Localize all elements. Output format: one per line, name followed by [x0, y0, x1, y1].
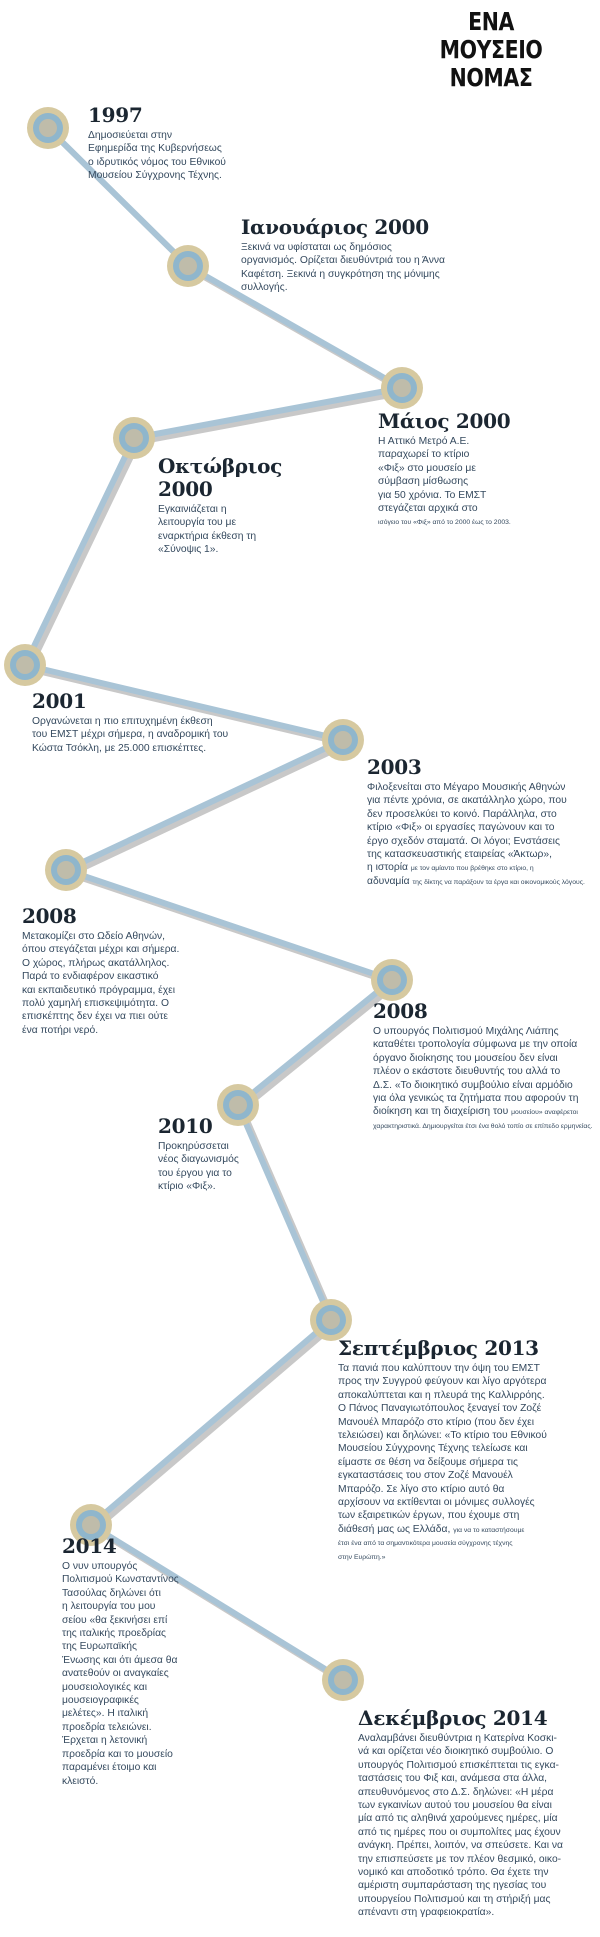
- event-date: 2001: [32, 689, 87, 713]
- event-2001: [32, 690, 292, 755]
- event-text: Μετακομίζει στο Ωδείο Αθηνών, όπου στεγάζεται μέχρι και σήμερα. Ο χώρος, πλήρως ακατάλληλος. Παρά το ενδιαφέρον εικαστικό και εκπαιδευτικό πρόγραμμα, έχει πολύ χαμηλή επισκεψιμότητα. Ο επισκέπτης δεν έχει να πιει ούτε ένα ποτήρι νερό.: [22, 931, 180, 1036]
- event-text: Προκηρύσσεται νέος διαγωνισμός του έργου για το κτίριο «Φιξ».: [158, 1141, 239, 1193]
- event-text: Η Αττικό Μετρό Α.Ε. παραχωρεί το κτίριο «Φιξ» στο μουσείο με σύμβαση μίσθωσης για 50 χρόνια. Το ΕΜΣΤ στεγάζεται αρχικά στο ισόγειο του «Φιξ» από το 2000 έως το 2003.: [378, 436, 511, 527]
- timeline-node-ring: [82, 1516, 100, 1534]
- event-date: 1997: [88, 103, 143, 127]
- title-line: ΕΝΑ: [467, 7, 514, 36]
- timeline-node: [322, 719, 364, 761]
- timeline-segment: [25, 438, 134, 665]
- timeline-node-ring: [39, 119, 57, 137]
- event-date: 2010: [158, 1114, 213, 1138]
- event-date: 2008: [373, 999, 428, 1023]
- timeline-segment-shadow: [29, 442, 138, 669]
- timeline-segment: [134, 388, 402, 438]
- event-2014: [62, 1535, 202, 1788]
- event-2010: [158, 1115, 268, 1194]
- event-date: 2014: [62, 1534, 117, 1558]
- timeline-node-ring: [179, 257, 197, 275]
- timeline-node-ring: [334, 1671, 352, 1689]
- event-text: Οργανώνεται η πιο επιτυχημένη έκθεση του ΕΜΣΤ μέχρι σήμερα, η αναδρομική του Κώστα Τσόκλη, με 25.000 επισκέπτες.: [32, 716, 229, 754]
- event-oct-2000: [158, 455, 318, 557]
- timeline-node-ring: [383, 971, 401, 989]
- title-line: ΝΟΜΑΣ: [449, 63, 532, 92]
- timeline-segment: [238, 980, 392, 1105]
- event-text: Τα πανιά που καλύπτουν την όψη του ΕΜΣΤ προς την Συγγρού φεύγουν και λίγο αργότερα αποκαλύπτεται και η πλευρά της Καλλιρρόης. Ο Πάνος Παναγιωτόπουλος ξεναγεί τον Ζοζέ Μανουέλ Μπαρόζο στο κτίριο (που δεν έχει τελειώσει) και δηλώνει: «Το κτίριο του Εθνικού Μουσείου Σύγχρονης Τέχνης τελείωσε και είμαστε σε θέση να δείξουμε σήμερα τις εγκαταστάσεις του στον Ζοζέ Μανουέλ Μπαρόζο. Σε λίγο στο κτίριο αυτό θα αρχίσουν να εκτίθενται οι μόνιμες συλλογές των εξαιρετικών έργων, που έχουμε στη διάθεσή μας ως Ελλάδα, για να το καταστήσουμε έτσι ένα από τα σημαντικότερα μουσεία σύγχρονης τέχνης στην Ευρώπη.»: [338, 1363, 547, 1561]
- timeline-segment: [66, 740, 343, 870]
- timeline-segment-shadow: [70, 744, 347, 874]
- event-sep-2013: [338, 1337, 598, 1563]
- event-date: Μάιος 2000: [378, 409, 511, 433]
- timeline-node-ring: [16, 656, 34, 674]
- timeline-segment-shadow: [138, 392, 406, 442]
- timeline-node: [27, 107, 69, 149]
- event-text: Δημοσιεύεται στην Εφημερίδα της Κυβερνήσεως ο ιδρυτικός νόμος του Εθνικού Μουσείου Σύγχρονης Τέχνης.: [88, 130, 226, 182]
- event-2008-relocation: [22, 905, 202, 1037]
- event-1997: [88, 104, 288, 183]
- event-date: Οκτώβριος 2000: [158, 454, 282, 501]
- event-date: Ιανουάριος 2000: [241, 215, 429, 239]
- timeline-node: [322, 1659, 364, 1701]
- page-title: [439, 8, 542, 92]
- event-may-2000: [378, 410, 528, 529]
- event-2003: [367, 756, 595, 888]
- event-date: 2008: [22, 904, 77, 928]
- timeline-segment: [91, 1320, 331, 1525]
- timeline-node-ring: [322, 1311, 340, 1329]
- timeline-node: [4, 644, 46, 686]
- timeline-node: [310, 1299, 352, 1341]
- event-text: Φιλοξενείται στο Μέγαρο Μουσικής Αθηνών για πέντε χρόνια, σε ακατάλληλο χώρο, που δεν προσελκύει το κοινό. Παράλληλα, στο κτίριο «Φιξ» οι εργασίες παγώνουν και το έργο σχεδόν σταματά. Οι λόγοι; Ενστάσεις της κατασκευαστικής εταιρείας «Άκτωρ», η ιστορία με τον αμίαντο που βρέθηκε στο κτίριο, η αδυναμία της δίκτης να παράξουν τα έργα και οικονομικούς λόγους.: [367, 782, 585, 887]
- event-jan-2000: [241, 216, 491, 295]
- timeline-node: [371, 959, 413, 1001]
- event-date: Δεκέμβριος 2014: [358, 1706, 548, 1730]
- event-text: Εγκαινιάζεται η λειτουργία του με εναρκτήρια έκθεση τη «Σύνοψις 1».: [158, 504, 257, 556]
- timeline-node: [45, 849, 87, 891]
- timeline-node-ring: [393, 379, 411, 397]
- timeline-node-ring: [229, 1096, 247, 1114]
- event-2008-amendment: [373, 1000, 595, 1132]
- timeline-node-ring: [125, 429, 143, 447]
- event-text: Ο νυν υπουργός Πολιτισμού Κωνσταντίνος Τασούλας δηλώνει ότι η λειτουργία του μου σείου «θα ξεκινήσει επί της ιταλικής προεδρίας της Ευρωπαϊκής Ένωσης και ότι άμεσα θα ανατεθούν οι αναγκαίες μουσειολογικές και μουσειογραφικές μελέτες». Η ιταλική προεδρία τελειώνει. Έρχεται η λετονική προεδρία και το μουσείο παραμένει έτοιμο και κλειστό.: [62, 1561, 179, 1787]
- event-text: Ξεκινά να υφίσταται ως δημόσιος οργανισμός. Ορίζεται διευθύντριά του η Άννα Καφέτση. Ξεκινά η συγκρότηση της μόνιμης συλλογής.: [241, 242, 445, 294]
- event-date: 2003: [367, 755, 422, 779]
- timeline-node: [113, 417, 155, 459]
- timeline-node: [381, 367, 423, 409]
- timeline-segment-shadow: [95, 1324, 335, 1529]
- event-text: Αναλαμβάνει διευθύντρια η Κατερίνα Κοσκι- νά και ορίζεται νέο διοικητικό συμβούλιο. Ο υπουργός Πολιτισμού επισκέπτεται τις εγκα- ταστάσεις του Φιξ και, ανάμεσα στα άλλα, απευθυνόμενος στο Δ.Σ. δηλώνει: «Η μέρα των εγκαινίων αυτού του μουσείου θα είναι μία από τις αληθινά χαρούμενες ημέρες, μία από τις ημέρες που οι συμπολίτες μας έχουν ανάγκη. Πρέπει, λοιπόν, να σπεύσετε. Και να την επισπεύσετε με τον πλέον θεσμικό, οικο- νομικό και αποδοτικό τρόπο. Θα έχετε την αμέριστη συμπαράσταση της ηγεσίας του υπουργείου Πολιτισμού και τη στήριξή μας απέναντι στη γραφειοκρατία».: [358, 1733, 564, 1919]
- title-line: ΜΟΥΣΕΙΟ: [439, 35, 542, 64]
- timeline-node-ring: [57, 861, 75, 879]
- timeline-node-ring: [334, 731, 352, 749]
- event-dec-2014: [358, 1707, 598, 1920]
- event-text: Ο υπουργός Πολιτισμού Μιχάλης Λιάπης καταθέτει τροπολογία σύμφωνα με την οποία όργανο διοίκησης του μουσείου δεν είναι πλέον ο εκάστοτε διευθυντής του αλλά το Δ.Σ. «Το διοικητικό συμβούλιο είναι αρμόδιο για όλα γενικώς τα ζητήματα που αφορούν τη διοίκηση και τη διαχείριση του μουσείου» αναφέρετοι χαρακτηριστικά. Δημιουργείται έτσι ένα θολό τοπίο σε επίπεδο ερμηνείας.: [373, 1026, 593, 1130]
- event-date: Σεπτέμβριος 2013: [338, 1336, 539, 1360]
- timeline-node: [167, 245, 209, 287]
